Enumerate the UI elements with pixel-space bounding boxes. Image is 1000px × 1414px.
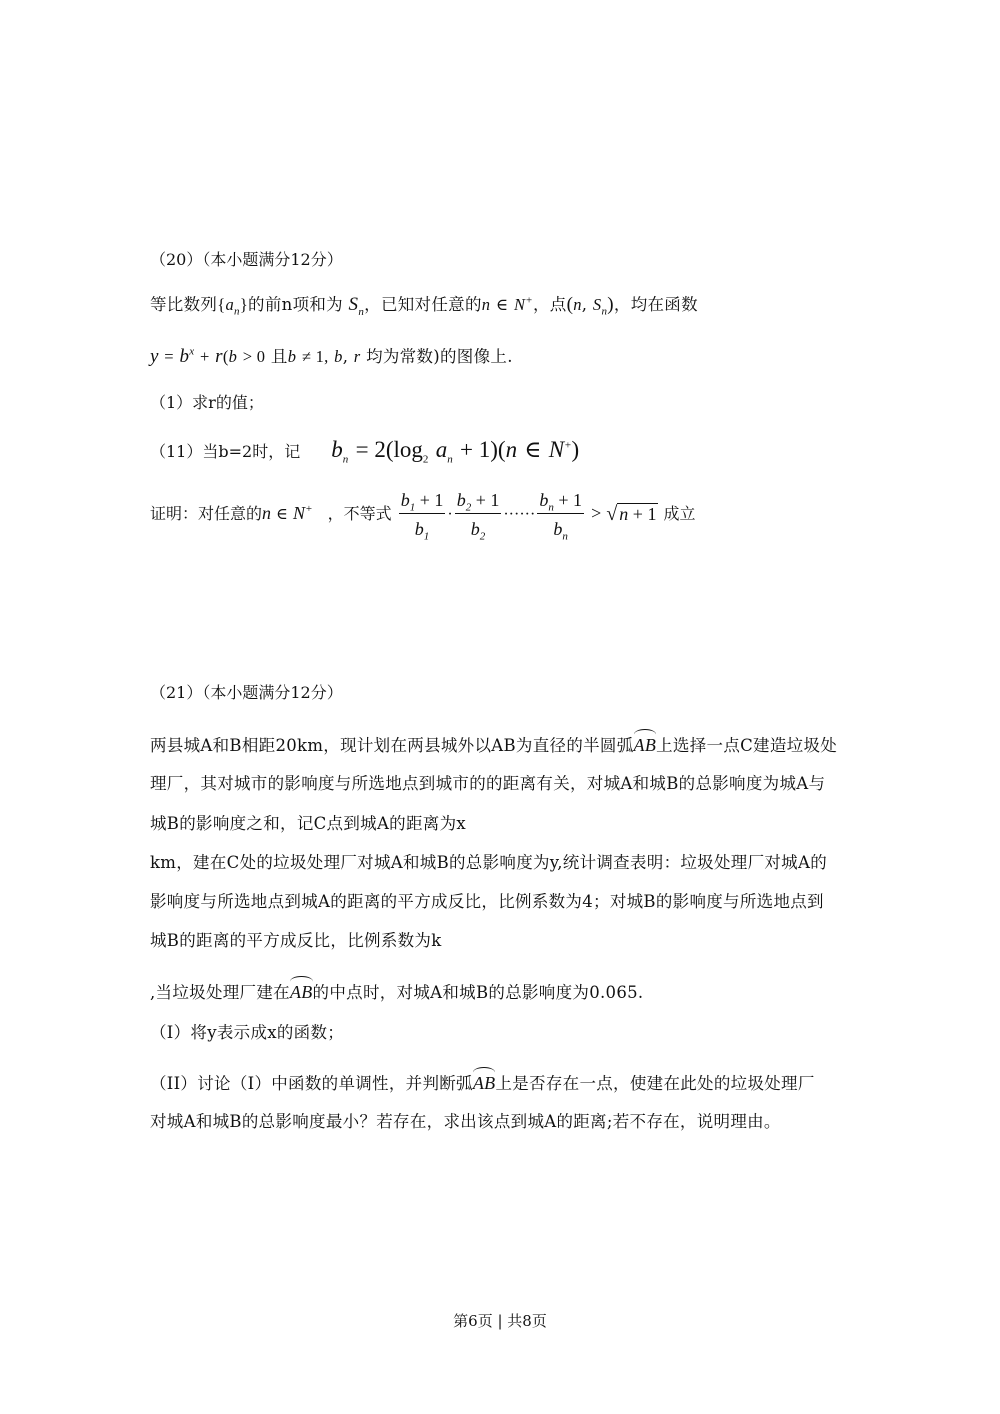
q21-paragraph-line: 城B的影响度之和，记C点到城A的距离为x bbox=[150, 814, 466, 833]
q20-part2 bbox=[150, 437, 580, 466]
q21-paragraph-line: 理厂，其对城市的影响度与所选地点到城市的的距离有关，对城A和城B的总影响度为城A与 bbox=[150, 774, 826, 793]
q20-line2: $y = b^x + r(b > 0$ 且b ≠ 1, b, r 均为常数)的图像上. bbox=[150, 345, 513, 367]
q21-text: 上选择一点C建造垃圾处 bbox=[656, 736, 838, 755]
q20-proof: 证明：对任意的n ∈ N+ ，不等式 $\frac{b_1 + 1}{b_1}$ · $\frac{b_2 + 1}{b_2}$ ······ $\frac{b_n + 1}{b_n}$ > √ n + 1 成立 bbox=[150, 490, 696, 543]
q21-text: 的中点时，对城A和城B的总影响度为0.065. bbox=[312, 983, 644, 1002]
page-footer: 第6页 | 共8页 bbox=[453, 1312, 547, 1330]
q20-text: 成立 bbox=[663, 504, 696, 523]
q20-text: ，点 bbox=[532, 295, 567, 314]
fraction-n: $\frac{b_n + 1}{b_n}$ bbox=[539, 490, 582, 543]
q20-text: 的前n项和为 bbox=[248, 295, 343, 314]
q20-text: 证明：对任意的 bbox=[150, 504, 263, 523]
q20-part1: （1）求r的值； bbox=[150, 393, 264, 412]
q21-paragraph-line bbox=[150, 982, 643, 1003]
q21-paragraph-line bbox=[150, 735, 837, 756]
q20-text: （11）当b=2时，记 bbox=[150, 442, 301, 461]
q20-text: ，不等式 bbox=[327, 504, 392, 523]
q21-paragraph-line: 影响度与所选地点到城A的距离的平方成反比，比例系数为4；对城B的影响度与所选地点到 bbox=[150, 892, 824, 911]
arc-ab: AB bbox=[472, 1073, 496, 1093]
q20-text: 均为常数)的图像上. bbox=[366, 347, 513, 366]
q20-text: ，均在函数 bbox=[613, 295, 698, 314]
q20-text: ，已知对任意的 bbox=[364, 295, 482, 314]
q21-text: ,当垃圾处理厂建在 bbox=[150, 983, 290, 1002]
q20-text: 且 bbox=[270, 347, 288, 366]
q20-header: （20）（本小题满分12分） bbox=[150, 250, 343, 269]
q21-part1: （I）将y表示成x的函数； bbox=[150, 1023, 345, 1042]
sqrt: √ n + 1 bbox=[606, 503, 657, 525]
q21-header: （21）（本小题满分12分） bbox=[150, 683, 343, 702]
q21-part2-cont: 对城A和城B的总影响度最小？若存在，求出该点到城A的距离;若不存在，说明理由。 bbox=[150, 1112, 781, 1131]
fraction-2: $\frac{b_2 + 1}{b_2}$ bbox=[456, 490, 500, 543]
arc-ab: AB bbox=[633, 735, 657, 755]
q20-bn-formula: $b_n = 2(\log_2$ $a_n + 1)(n$ ∈ N+) bbox=[331, 437, 580, 466]
q20-line1: 等比数列$\{a_n\}$的前n项和为 $S_n$，已知对任意的n ∈ N+，点(n, $S_n$)，均在函数 bbox=[150, 294, 698, 318]
q21-text: （II）讨论（I）中函数的单调性，并判断弧 bbox=[150, 1074, 473, 1093]
fraction-1: $\frac{b_1 + 1}{b_1}$ bbox=[400, 490, 444, 543]
arc-ab: AB bbox=[289, 982, 313, 1002]
q20-text: 等比数列 bbox=[150, 295, 218, 314]
q21-paragraph-line: km，建在C处的垃圾处理厂对城A和城B的总影响度为y,统计调查表明：垃圾处理厂对城A的 bbox=[150, 853, 828, 872]
q21-text: 两县城A和B相距20km，现计划在两县城外以AB为直径的半圆弧 bbox=[150, 736, 634, 755]
q21-text: 上是否存在一点，使建在此处的垃圾处理厂 bbox=[495, 1074, 815, 1093]
q21-part2 bbox=[150, 1073, 815, 1094]
q21-paragraph-line: 城B的距离的平方成反比，比例系数为k bbox=[150, 931, 442, 950]
